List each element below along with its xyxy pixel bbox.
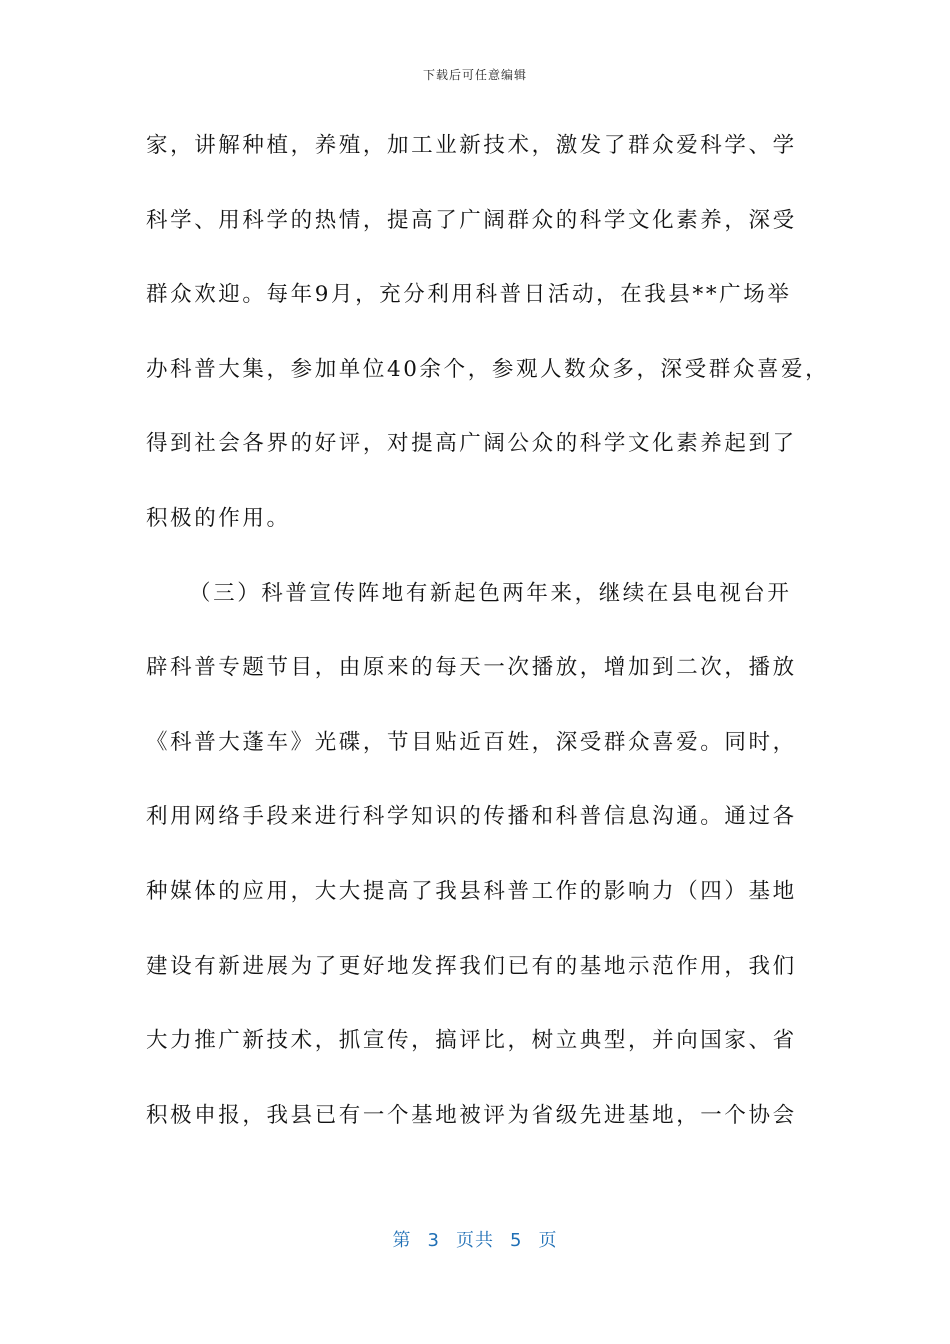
text-line: 辟科普专题节目，由原来的每天一次播放，增加到二次，播放	[146, 655, 797, 681]
text-line: 《科普大蓬车》光碟，节目贴近百姓，深受群众喜爱。同时，	[146, 729, 797, 755]
current-page-number: 3	[427, 1230, 440, 1251]
page-header: 下载后可任意编辑	[422, 68, 527, 82]
document-body	[146, 126, 830, 1170]
footer-suffix: 页	[538, 1230, 558, 1251]
text-line: 群众欢迎。每年9月，充分利用科普日活动，在我县**广场举	[146, 282, 792, 308]
text-line: 办科普大集，参加单位40余个，参观人数众多，深受群众喜爱，	[146, 356, 830, 382]
text-line: 大力推广新技术，抓宣传，搞评比，树立典型，并向国家、省	[146, 1028, 797, 1054]
text-line: 科学、用科学的热情，提高了广阔群众的科学文化素养，深受	[146, 207, 797, 233]
footer-prefix: 第	[392, 1230, 412, 1251]
total-page-count: 5	[510, 1230, 523, 1251]
footer-middle: 页共	[456, 1230, 494, 1251]
text-line: 利用网络手段来进行科学知识的传播和科普信息沟通。通过各	[146, 804, 797, 830]
text-line: 建设有新进展为了更好地发挥我们已有的基地示范作用，我们	[146, 953, 797, 979]
page-number-footer	[0, 1226, 950, 1252]
text-line: 种媒体的应用，大大提高了我县科普工作的影响力（四）基地	[146, 878, 797, 904]
text-line: 家，讲解种植，养殖，加工业新技术，激发了群众爱科学、学	[146, 133, 797, 158]
text-line: 得到社会各界的好评，对提高广阔公众的科学文化素养起到了	[146, 431, 797, 457]
text-line: 积极申报，我县已有一个基地被评为省级先进基地，一个协会	[146, 1102, 797, 1128]
text-line: 积极的作用。	[146, 505, 291, 531]
paragraph-start-line: （三）科普宣传阵地有新起色两年来，继续在县电视台开	[189, 580, 792, 606]
